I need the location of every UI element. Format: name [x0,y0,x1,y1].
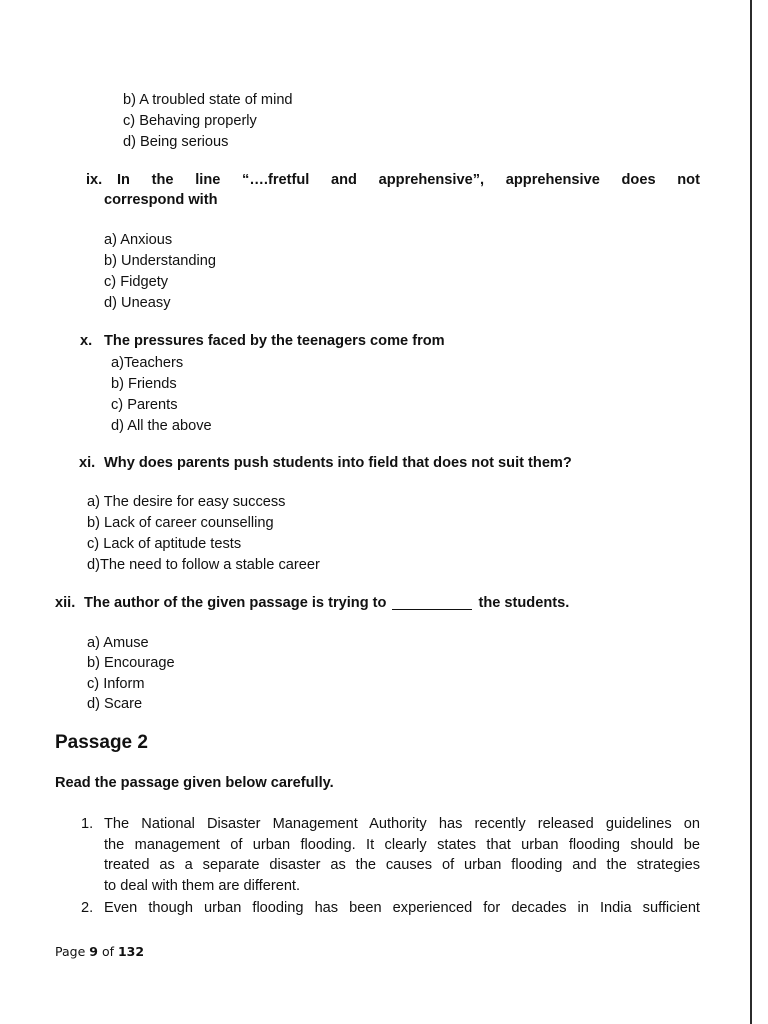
answer-blank [392,608,472,610]
passage-line: to deal with them are different. [104,878,301,894]
q9-line1 [117,170,700,190]
q8-option-c: c) Behaving properly [123,113,257,129]
q11-option-a: a) The desire for easy success [87,494,286,510]
q12-option-c: c) Inform [87,676,145,692]
q9-word: apprehensive”, [378,172,485,188]
q9-option-c: c) Fidgety [104,274,169,290]
q9-number: ix. [86,172,103,188]
q9-word: apprehensive [505,172,600,188]
q9-option-b: b) Understanding [104,253,216,269]
passage-line: The National Disaster Management Authority has recently released guidelines on [104,816,700,832]
footer-page-label: Page [55,944,86,959]
passage-title: Passage 2 [55,732,148,753]
page-edge-line [750,0,752,1024]
passage-line: treated as a separate disaster as the causes of urban flooding and the strategies [104,857,700,873]
q8-option-d: d) Being serious [123,134,229,150]
q10-text: The pressures faced by the teenagers come from [104,333,445,349]
list-item-number: 1. [81,816,94,832]
page-footer [55,944,144,960]
passage-instruction: Read the passage given below carefully. [55,775,334,791]
passage-line: the management of urban flooding. It clearly states that urban flooding should be [104,837,700,853]
footer-of-label: of [101,944,114,959]
list-item-number: 2. [81,900,94,916]
q9-word: In [117,172,130,188]
passage-line: Even though urban flooding has been experienced for decades in India sufficient [104,900,700,916]
footer-total-pages: 132 [117,944,145,959]
q11-number: xi. [79,455,96,471]
q11-option-c: c) Lack of aptitude tests [87,536,242,552]
q9-word: line [195,172,221,188]
q11-option-d: d)The need to follow a stable career [87,557,320,573]
q10-option-b: b) Friends [111,376,177,392]
q12-text-after: the students. [478,595,570,611]
q10-option-d: d) All the above [111,418,212,434]
q9-line2: correspond with [104,192,218,208]
q10-option-a: a)Teachers [111,355,184,371]
q10-number: x. [80,333,93,349]
q9-option-d: d) Uneasy [104,295,171,311]
q9-word: and [331,172,357,188]
q8-option-b: b) A troubled state of mind [123,92,293,108]
q12-number: xii. [55,595,76,611]
q12-text-before: The author of the given passage is trying to [84,595,387,611]
footer-page-number: 9 [89,944,98,959]
q12-text [84,593,569,613]
q9-option-a: a) Anxious [104,232,173,248]
q11-text: Why does parents push students into field that does not suit them? [104,455,572,471]
q9-word: does [621,172,656,188]
q9-word: “….fretful [242,172,310,188]
q12-option-d: d) Scare [87,696,143,712]
q12-option-b: b) Encourage [87,655,175,671]
q12-option-a: a) Amuse [87,635,149,651]
q11-option-b: b) Lack of career counselling [87,515,274,531]
q9-word: not [677,172,700,188]
q10-option-c: c) Parents [111,397,178,413]
q9-word: the [151,172,174,188]
